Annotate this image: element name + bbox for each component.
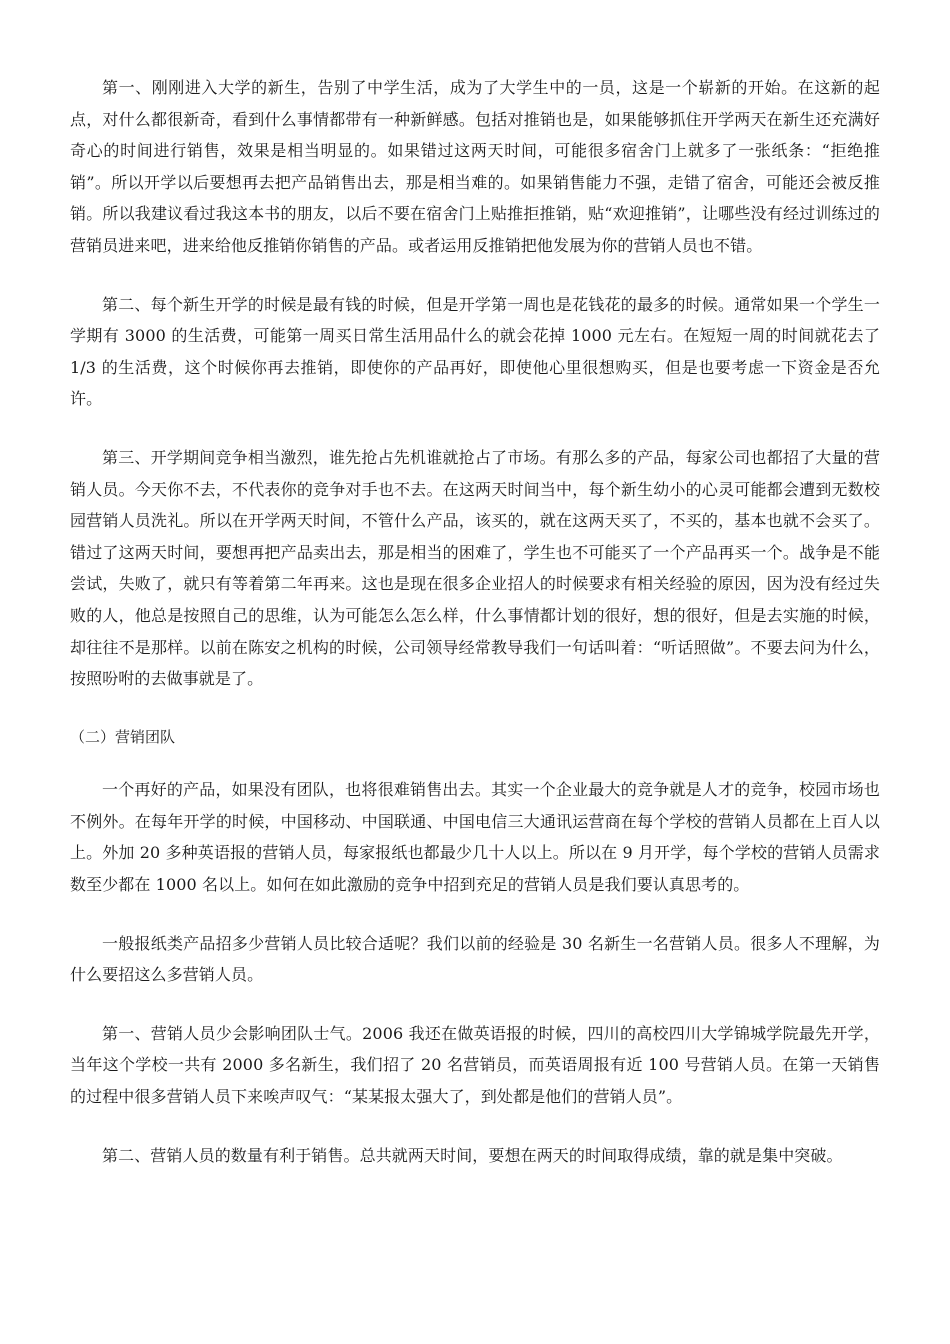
paragraph-team-morale: 第一、营销人员少会影响团队士气。2006 我还在做英语报的时候，四川的高校四川大学锦城学院最先开学，当年这个学校一共有 2000 多名新生，我们招了 20 名营销员，而英语周报有近 100 号营销人员。在第一天销售的过程中很多营销人员下来唉声叹气：“某某报太强大了，到处都是他们的营销人员”。 <box>70 1023 880 1107</box>
paragraph-second-reason: 第二、每个新生开学的时候是最有钱的时候，但是开学第一周也是花钱花的最多的时候。通常如果一个学生一学期有 3000 的生活费，可能第一周买日常生活用品什么的就会花掉 1000 元左右。在短短一周的时间就花去了 1/3 的生活费，这个时候你再去推销，即使你的产品再好，即使他心里很想购买，但是也要考虑一下资金是否允许。 <box>70 294 880 409</box>
paragraph-team-sales: 第二、营销人员的数量有利于销售。总共就两天时间，要想在两天的时间取得成绩，靠的就是集中突破。 <box>102 1145 843 1165</box>
paragraph-first-reason: 第一、刚刚进入大学的新生，告别了中学生活，成为了大学生中的一员，这是一个崭新的开始。在这新的起点，对什么都很新奇，看到什么事情都带有一种新鲜感。包括对推销也是，如果能够抓住开学两天在新生还充满好奇心的时间进行销售，效果是相当明显的。如果错过这两天时间，可能很多宿舍门上就多了一张纸条：“拒绝推销”。所以开学以后要想再去把产品销售出去，那是相当难的。如果销售能力不强，走错了宿舍，可能还会被反推销。所以我建议看过我这本书的朋友，以后不要在宿舍门上贴推拒推销，贴“欢迎推销”，让哪些没有经过训练过的营销员进来吧，进来给他反推销你销售的产品。或者运用反推销把他发展为你的营销人员也不错。 <box>70 78 880 255</box>
section-heading: （二）营销团队 <box>70 727 176 746</box>
paragraph-third-reason: 第三、开学期间竞争相当激烈，谁先抢占先机谁就抢占了市场。有那么多的产品，每家公司也都招了大量的营销人员。今天你不去，不代表你的竞争对手也不去。在这两天时间当中，每个新生幼小的心灵可能都会遭到无数校园营销人员洗礼。所以在开学两天时间，不管什么产品，该买的，就在这两天买了，不买的，基本也就不会买了。错过了这两天时间，要想再把产品卖出去，那是相当的困难了，学生也不可能买了一个产品再买一个。战争是不能尝试，失败了，就只有等着第二年再来。这也是现在很多企业招人的时候要求有相关经验的原因，因为没有经过失败的人，他总是按照自己的思维，认为可能怎么怎么样，什么事情都计划的很好，想的很好，但是去实施的时候，却往往不是那样。以前在陈安之机构的时候，公司领导经常教导我们一句话叫着：“听话照做”。不要去问为什么，按照吩咐的去做事就是了。 <box>70 447 880 689</box>
paragraph-team-intro: 一个再好的产品，如果没有团队，也将很难销售出去。其实一个企业最大的竞争就是人才的竞争，校园市场也不例外。在每年开学的时候，中国移动、中国联通、中国电信三大通讯运营商在每个学校的营销人员都在上百人以上。外加 20 多种英语报的营销人员，每家报纸也都最少几十人以上。所以在 9 月开学，每个学校的营销人员需求数至少都在 1000 名以上。如何在如此激励的竞争中招到充足的营销人员是我们要认真思考的。 <box>70 780 880 895</box>
paragraph-team-size: 一般报纸类产品招多少营销人员比较合适呢？我们以前的经验是 30 名新生一名营销人员。很多人不理解，为什么要招这么多营销人员。 <box>70 933 880 985</box>
